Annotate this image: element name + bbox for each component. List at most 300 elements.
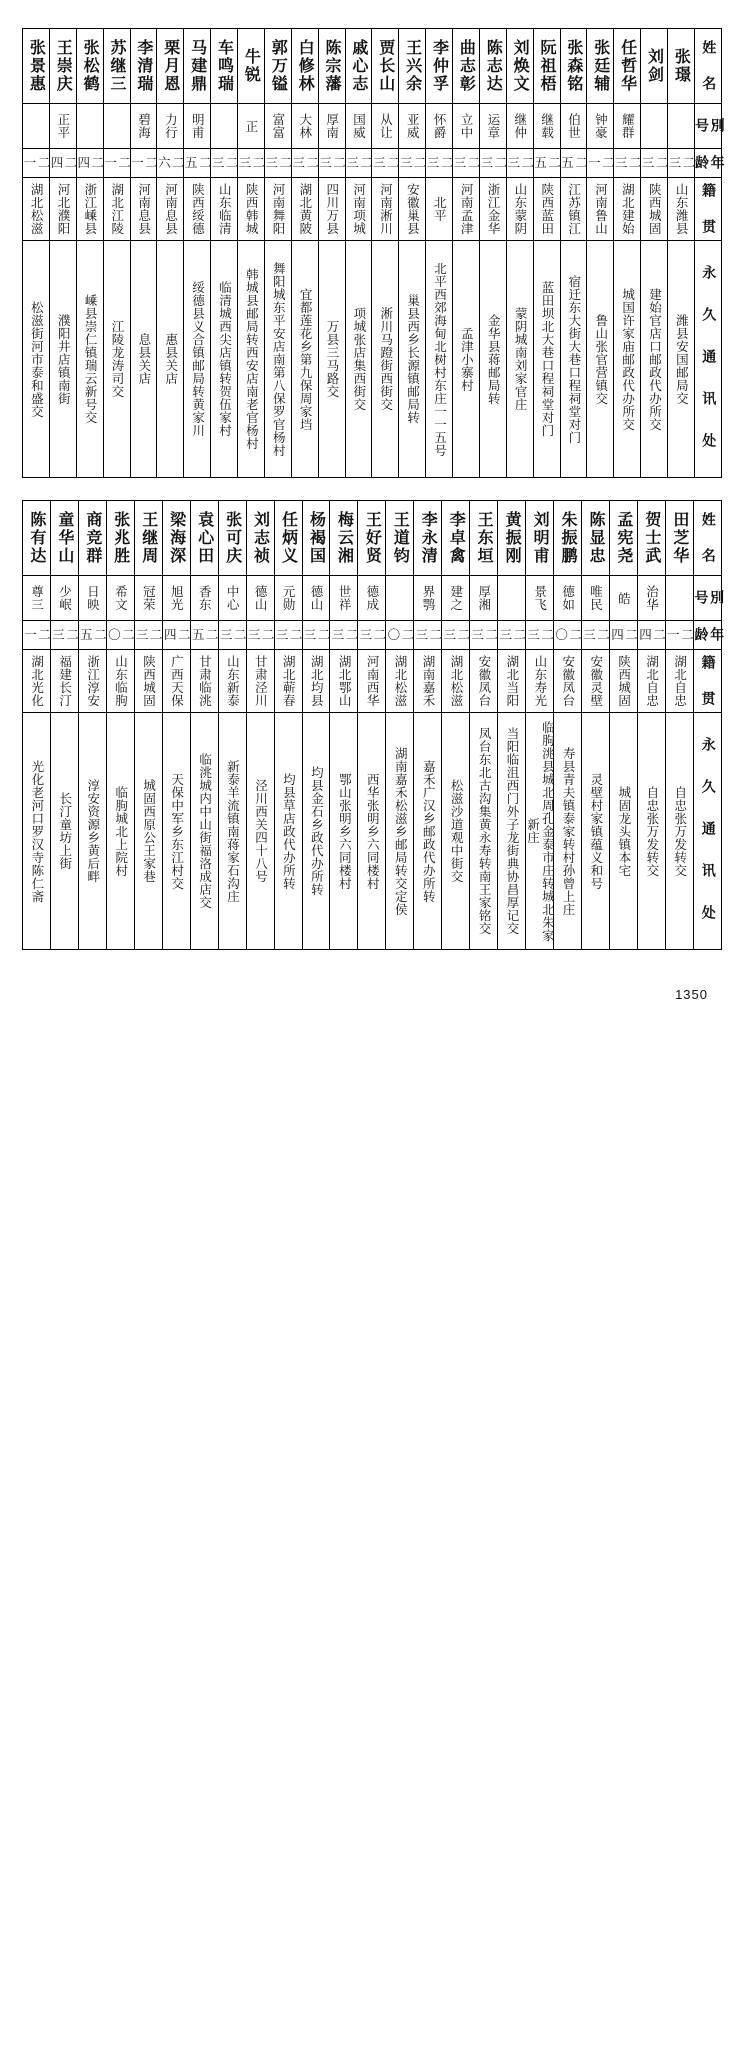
cell-age	[498, 621, 526, 650]
age-text: 二〇	[553, 627, 583, 643]
name-text: 田芝华	[670, 511, 690, 565]
cell-age	[533, 149, 560, 178]
cell-native	[399, 178, 426, 241]
cell-addr	[318, 241, 345, 478]
cell-native	[526, 650, 554, 713]
addr-text: 天保中军乡东江村交	[169, 772, 185, 890]
alias-text: 怀爵	[432, 113, 448, 139]
alias-text: 碧海	[136, 113, 152, 139]
header-alias-text: 別 号	[692, 589, 725, 607]
cell-name	[426, 29, 453, 104]
native-text: 河南项城	[351, 183, 367, 235]
age-text: 二三	[302, 627, 332, 643]
cell-native	[560, 178, 587, 241]
row-name	[23, 29, 722, 104]
cell-name	[582, 501, 610, 576]
age-text: 二三	[478, 155, 508, 171]
cell-native	[218, 650, 246, 713]
age-text: 二五	[532, 155, 562, 171]
addr-text: 项城张店集西街交	[351, 307, 367, 411]
native-text: 湖北建始	[620, 183, 636, 235]
cell-addr	[399, 241, 426, 478]
cell-age	[246, 621, 274, 650]
native-text: 福建长汀	[57, 655, 73, 707]
cell-name	[264, 29, 291, 104]
cell-alias	[498, 576, 526, 621]
addr-text: 寿县青夫镇泰家转村孙曾上庄	[560, 746, 576, 916]
cell-alias	[479, 104, 506, 149]
addr-text: 长汀童坊上街	[57, 792, 73, 870]
cell-name	[184, 29, 211, 104]
cell-alias	[345, 104, 372, 149]
addr-text: 松滋沙道观中街交	[449, 779, 465, 883]
age-text: 二三	[317, 155, 347, 171]
cell-name	[246, 501, 274, 576]
cell-native	[614, 178, 641, 241]
native-text: 陕西韩城	[244, 183, 260, 235]
name-text: 阮祖梧	[538, 39, 557, 93]
header-alias	[692, 576, 725, 621]
cell-alias	[302, 576, 330, 621]
row-address	[23, 713, 722, 950]
addr-text: 均县草店政代办所转	[281, 772, 297, 890]
cell-native	[442, 650, 470, 713]
cell-name	[533, 29, 560, 104]
name-text: 李仲孚	[430, 39, 450, 93]
alias-text: 元勋	[281, 585, 297, 611]
header-age-text: 年 龄	[692, 154, 725, 172]
cell-age	[264, 149, 291, 178]
alias-text: 钟豪	[593, 113, 609, 139]
row-address	[23, 241, 722, 478]
native-text: 湖北当阳	[504, 655, 520, 707]
header-alias-text: 別 号	[692, 117, 725, 135]
age-text: 二三	[613, 155, 643, 171]
native-text: 陕西蓝田	[539, 183, 555, 235]
cell-addr	[610, 713, 638, 950]
addr-text: 西华张明乡六同楼村	[365, 772, 381, 890]
addr-text: 孟津小寨村	[459, 326, 475, 392]
addr-text: 北平西郊海甸北树村东庄一一五号	[432, 261, 448, 457]
cell-age	[372, 149, 399, 178]
age-text: 二四	[162, 627, 192, 643]
age-text: 二〇	[106, 627, 136, 643]
cell-alias	[184, 104, 211, 149]
cell-alias	[318, 104, 345, 149]
cell-native	[78, 650, 106, 713]
cell-addr	[582, 713, 610, 950]
cell-native	[50, 650, 78, 713]
age-text: 二三	[398, 155, 428, 171]
cell-alias	[103, 104, 130, 149]
addr-text: 均县金石乡政代办所转	[309, 766, 325, 896]
cell-addr	[668, 241, 695, 478]
cell-age	[453, 149, 480, 178]
alias-text: 伯世	[566, 113, 582, 139]
cell-addr	[526, 713, 554, 950]
native-text: 甘肃泾川	[253, 655, 269, 707]
cell-age	[399, 149, 426, 178]
cell-addr	[49, 241, 76, 478]
alias-text: 德山	[309, 585, 324, 611]
age-text: 二四	[637, 627, 667, 643]
cell-name	[238, 29, 265, 104]
cell-name	[442, 501, 470, 576]
header-age	[692, 149, 725, 178]
cell-addr	[414, 713, 442, 950]
name-text: 曲志彰	[457, 39, 477, 93]
addr-text: 嵊县崇仁镇瑞云新号交	[83, 294, 99, 424]
cell-alias	[358, 576, 386, 621]
cell-age	[78, 621, 106, 650]
cell-native	[246, 650, 274, 713]
cell-name	[587, 29, 614, 104]
header-name-text: 姓 名	[700, 39, 717, 93]
cell-native	[49, 178, 76, 241]
header-alias	[692, 104, 725, 149]
age-text: 二四	[75, 155, 105, 171]
native-text: 浙江淳安	[85, 655, 101, 707]
age-text: 二三	[263, 155, 293, 171]
addr-text: 鲁山张官营镇交	[593, 313, 609, 405]
alias-text: 厚南	[324, 113, 340, 139]
cell-name	[554, 501, 582, 576]
alias-text: 尊三	[29, 585, 45, 611]
name-text: 陈宗藩	[323, 39, 342, 93]
cell-addr	[157, 241, 184, 478]
cell-native	[554, 650, 582, 713]
name-text: 童华山	[55, 511, 75, 565]
cell-addr	[238, 241, 265, 478]
age-text: 二三	[413, 627, 443, 643]
cell-name	[453, 29, 480, 104]
cell-name	[665, 501, 693, 576]
native-text: 河南鲁山	[593, 183, 609, 235]
native-text: 湖北蕲春	[281, 655, 297, 707]
addr-text: 城国许家庙邮政代办所交	[620, 287, 636, 431]
cell-addr	[386, 713, 414, 950]
native-text: 河南息县	[163, 183, 179, 235]
cell-native	[610, 650, 638, 713]
cell-name	[637, 501, 665, 576]
name-text: 车鸣瑞	[215, 39, 235, 93]
alias-text: 德成	[364, 585, 380, 611]
cell-native	[345, 178, 372, 241]
cell-alias	[106, 576, 134, 621]
cell-name	[76, 29, 103, 104]
addr-text: 湖南嘉禾松滋乡邮局转交定侯	[393, 746, 409, 916]
alias-text: 中心	[225, 585, 241, 611]
header-addr	[693, 713, 721, 950]
native-text: 广西天保	[169, 655, 185, 707]
cell-name	[479, 29, 506, 104]
cell-alias	[274, 576, 302, 621]
cell-alias	[442, 576, 470, 621]
cell-age	[211, 149, 238, 178]
cell-addr	[211, 241, 238, 478]
header-name	[694, 29, 721, 104]
cell-native	[358, 650, 386, 713]
addr-text: 宿迁东大街大巷口程祠堂对门	[566, 274, 582, 444]
cell-age	[479, 149, 506, 178]
alias-text: 界鹗	[420, 585, 436, 611]
name-text: 梁海深	[167, 511, 187, 565]
addr-text: 金华县蒋邮局转	[486, 313, 502, 405]
cell-native	[426, 178, 453, 241]
native-text: 江苏镇江	[566, 183, 582, 235]
cell-alias	[49, 104, 76, 149]
cell-addr	[498, 713, 526, 950]
addr-text: 自忠张万发转交	[672, 785, 688, 877]
cell-alias	[668, 104, 695, 149]
native-text: 湖北松滋	[29, 183, 45, 235]
name-text: 张兆胜	[111, 511, 131, 565]
age-text: 二三	[218, 627, 248, 643]
row-alias	[23, 104, 722, 149]
native-text: 湖北松滋	[393, 655, 409, 707]
cell-alias	[637, 576, 665, 621]
cell-addr	[274, 713, 302, 950]
age-text: 二三	[371, 155, 401, 171]
cell-addr	[345, 241, 372, 478]
name-text: 王好贤	[363, 511, 383, 565]
cell-alias	[614, 104, 641, 149]
alias-text: 少岷	[57, 585, 73, 611]
cell-name	[526, 501, 554, 576]
addr-text: 泾川西关四十八号	[253, 779, 269, 883]
cell-native	[453, 178, 480, 241]
age-text: 二四	[48, 155, 78, 171]
cell-age	[76, 149, 103, 178]
native-text: 湖北松滋	[448, 655, 464, 707]
age-text: 二三	[210, 155, 240, 171]
cell-alias	[157, 104, 184, 149]
native-text: 安徽凤台	[560, 655, 576, 707]
cell-addr	[76, 241, 103, 478]
row-native-place	[23, 178, 722, 241]
cell-name	[610, 501, 638, 576]
cell-native	[498, 650, 526, 713]
alias-text: 希文	[113, 585, 129, 611]
cell-alias	[291, 104, 318, 149]
addr-text: 自忠张万发转交	[644, 785, 660, 877]
addr-text: 潍县安国邮局交	[674, 313, 690, 405]
cell-age	[665, 621, 693, 650]
native-text: 陕西城固	[616, 655, 632, 707]
cell-native	[23, 178, 50, 241]
cell-name	[23, 29, 50, 104]
cell-native	[211, 178, 238, 241]
cell-alias	[533, 104, 560, 149]
cell-alias	[610, 576, 638, 621]
native-text: 浙江金华	[486, 183, 501, 235]
age-text: 二〇	[385, 627, 415, 643]
cell-alias	[78, 576, 106, 621]
addr-text: 江陵龙涛司交	[109, 320, 125, 398]
native-text: 山东临朐	[113, 655, 129, 707]
cell-name	[414, 501, 442, 576]
cell-name	[470, 501, 498, 576]
name-text: 苏继三	[108, 39, 127, 93]
cell-native	[103, 178, 130, 241]
name-text: 黄振刚	[503, 511, 523, 565]
cell-native	[587, 178, 614, 241]
cell-age	[386, 621, 414, 650]
cell-native	[506, 178, 533, 241]
cell-alias	[426, 104, 453, 149]
cell-name	[668, 29, 695, 104]
native-text: 湖北黄陂	[297, 183, 313, 235]
cell-name	[358, 501, 386, 576]
alias-text: 香东	[197, 585, 213, 611]
cell-native	[668, 178, 695, 241]
cell-age	[641, 149, 668, 178]
cell-name	[49, 29, 76, 104]
cell-age	[587, 149, 614, 178]
cell-age	[554, 621, 582, 650]
addr-text: 当阳临沮西门外子龙街典协昌厚记交	[505, 727, 521, 935]
age-text: 二五	[78, 627, 108, 643]
header-addr-text: 永 久 通 讯 处	[699, 737, 716, 925]
name-text: 张景惠	[27, 39, 47, 93]
cell-native	[582, 650, 610, 713]
addr-text: 凤台东北古沟集黄永寿转南王家铭交	[477, 727, 493, 935]
cell-native	[386, 650, 414, 713]
header-addr	[694, 241, 721, 478]
cell-addr	[453, 241, 480, 478]
age-text: 二三	[525, 627, 555, 643]
native-text: 陕西城固	[141, 655, 157, 707]
page-number: 1350	[675, 987, 708, 1002]
cell-addr	[50, 713, 78, 950]
row-alias	[23, 576, 722, 621]
native-text: 河南西华	[365, 655, 381, 707]
addr-text: 濮阳井店镇南街	[56, 313, 72, 405]
age-text: 二三	[666, 155, 696, 171]
cell-addr	[23, 713, 51, 950]
cell-age	[238, 149, 265, 178]
age-text: 二三	[505, 155, 535, 171]
cell-name	[103, 29, 130, 104]
cell-age	[330, 621, 358, 650]
cell-native	[162, 650, 190, 713]
alias-text: 耀群	[620, 113, 636, 139]
cell-name	[372, 29, 399, 104]
cell-name	[211, 29, 238, 104]
cell-addr	[190, 713, 218, 950]
cell-age	[106, 621, 134, 650]
cell-addr	[637, 713, 665, 950]
age-text: 二三	[451, 155, 481, 171]
name-text: 陈有达	[27, 511, 47, 565]
addr-text: 韩城县邮局转西安店南老官杨村	[244, 268, 260, 450]
cell-age	[318, 149, 345, 178]
row-name	[23, 501, 722, 576]
age-text: 二三	[469, 627, 499, 643]
cell-addr	[426, 241, 453, 478]
cell-alias	[399, 104, 426, 149]
addr-text: 蒙阴城南刘家官庄	[513, 307, 529, 411]
cell-addr	[330, 713, 358, 950]
cell-native	[190, 650, 218, 713]
name-text: 梅云湘	[335, 511, 355, 565]
cell-age	[302, 621, 330, 650]
cell-addr	[264, 241, 291, 478]
cell-addr	[665, 713, 693, 950]
addr-text: 淳安资源乡黄后畔	[85, 779, 101, 883]
addr-text: 城固龙头镇本宅	[616, 785, 632, 877]
name-text: 刘焕文	[511, 39, 531, 93]
age-text: 二五	[190, 627, 220, 643]
alias-text: 立中	[458, 113, 474, 139]
age-text: 二三	[274, 627, 304, 643]
cell-age	[358, 621, 386, 650]
cell-age	[130, 149, 157, 178]
age-text: 二一	[586, 155, 616, 171]
alias-text: 正平	[55, 113, 71, 139]
alias-text: 日映	[85, 585, 101, 611]
addr-text: 淅川马蹬街西街交	[378, 307, 394, 411]
name-text: 商竞群	[83, 511, 103, 565]
cell-alias	[162, 576, 190, 621]
cell-alias	[23, 104, 50, 149]
alias-text: 冠荣	[141, 585, 157, 611]
alias-text: 富富	[270, 113, 286, 139]
cell-name	[50, 501, 78, 576]
addr-text: 嘉禾广汉乡邮政代办所转	[421, 759, 437, 903]
name-text: 白修林	[296, 39, 316, 93]
cell-age	[291, 149, 318, 178]
cell-native	[318, 178, 345, 241]
cell-alias	[582, 576, 610, 621]
cell-addr	[641, 241, 668, 478]
header-name-text: 姓 名	[699, 511, 716, 565]
cell-name	[291, 29, 318, 104]
name-text: 王兴余	[403, 39, 423, 93]
name-text: 李卓禽	[447, 511, 467, 565]
cell-alias	[506, 104, 533, 149]
cell-name	[506, 29, 533, 104]
native-text: 河北濮阳	[56, 183, 71, 235]
cell-age	[23, 149, 50, 178]
header-age-text: 年 龄	[692, 626, 725, 644]
native-text: 河南息县	[136, 183, 152, 235]
cell-addr	[302, 713, 330, 950]
cell-alias	[76, 104, 103, 149]
addr-text: 临洮城内中山街福洛成店交	[197, 753, 213, 909]
age-text: 二五	[183, 155, 213, 171]
cell-age	[582, 621, 610, 650]
cell-name	[157, 29, 184, 104]
cell-addr	[533, 241, 560, 478]
cell-native	[665, 650, 693, 713]
name-text: 戚心志	[349, 39, 369, 93]
cell-addr	[479, 241, 506, 478]
native-text: 湖北江陵	[109, 183, 125, 235]
cell-name	[302, 501, 330, 576]
cell-native	[130, 178, 157, 241]
cell-alias	[23, 576, 51, 621]
cell-addr	[130, 241, 157, 478]
name-text: 王道钧	[391, 511, 411, 565]
cell-alias	[372, 104, 399, 149]
cell-native	[23, 650, 51, 713]
cell-alias	[50, 576, 78, 621]
cell-alias	[526, 576, 554, 621]
age-text: 二三	[425, 155, 455, 171]
roster-table-top	[21, 28, 725, 478]
alias-text: 景飞	[532, 585, 548, 611]
